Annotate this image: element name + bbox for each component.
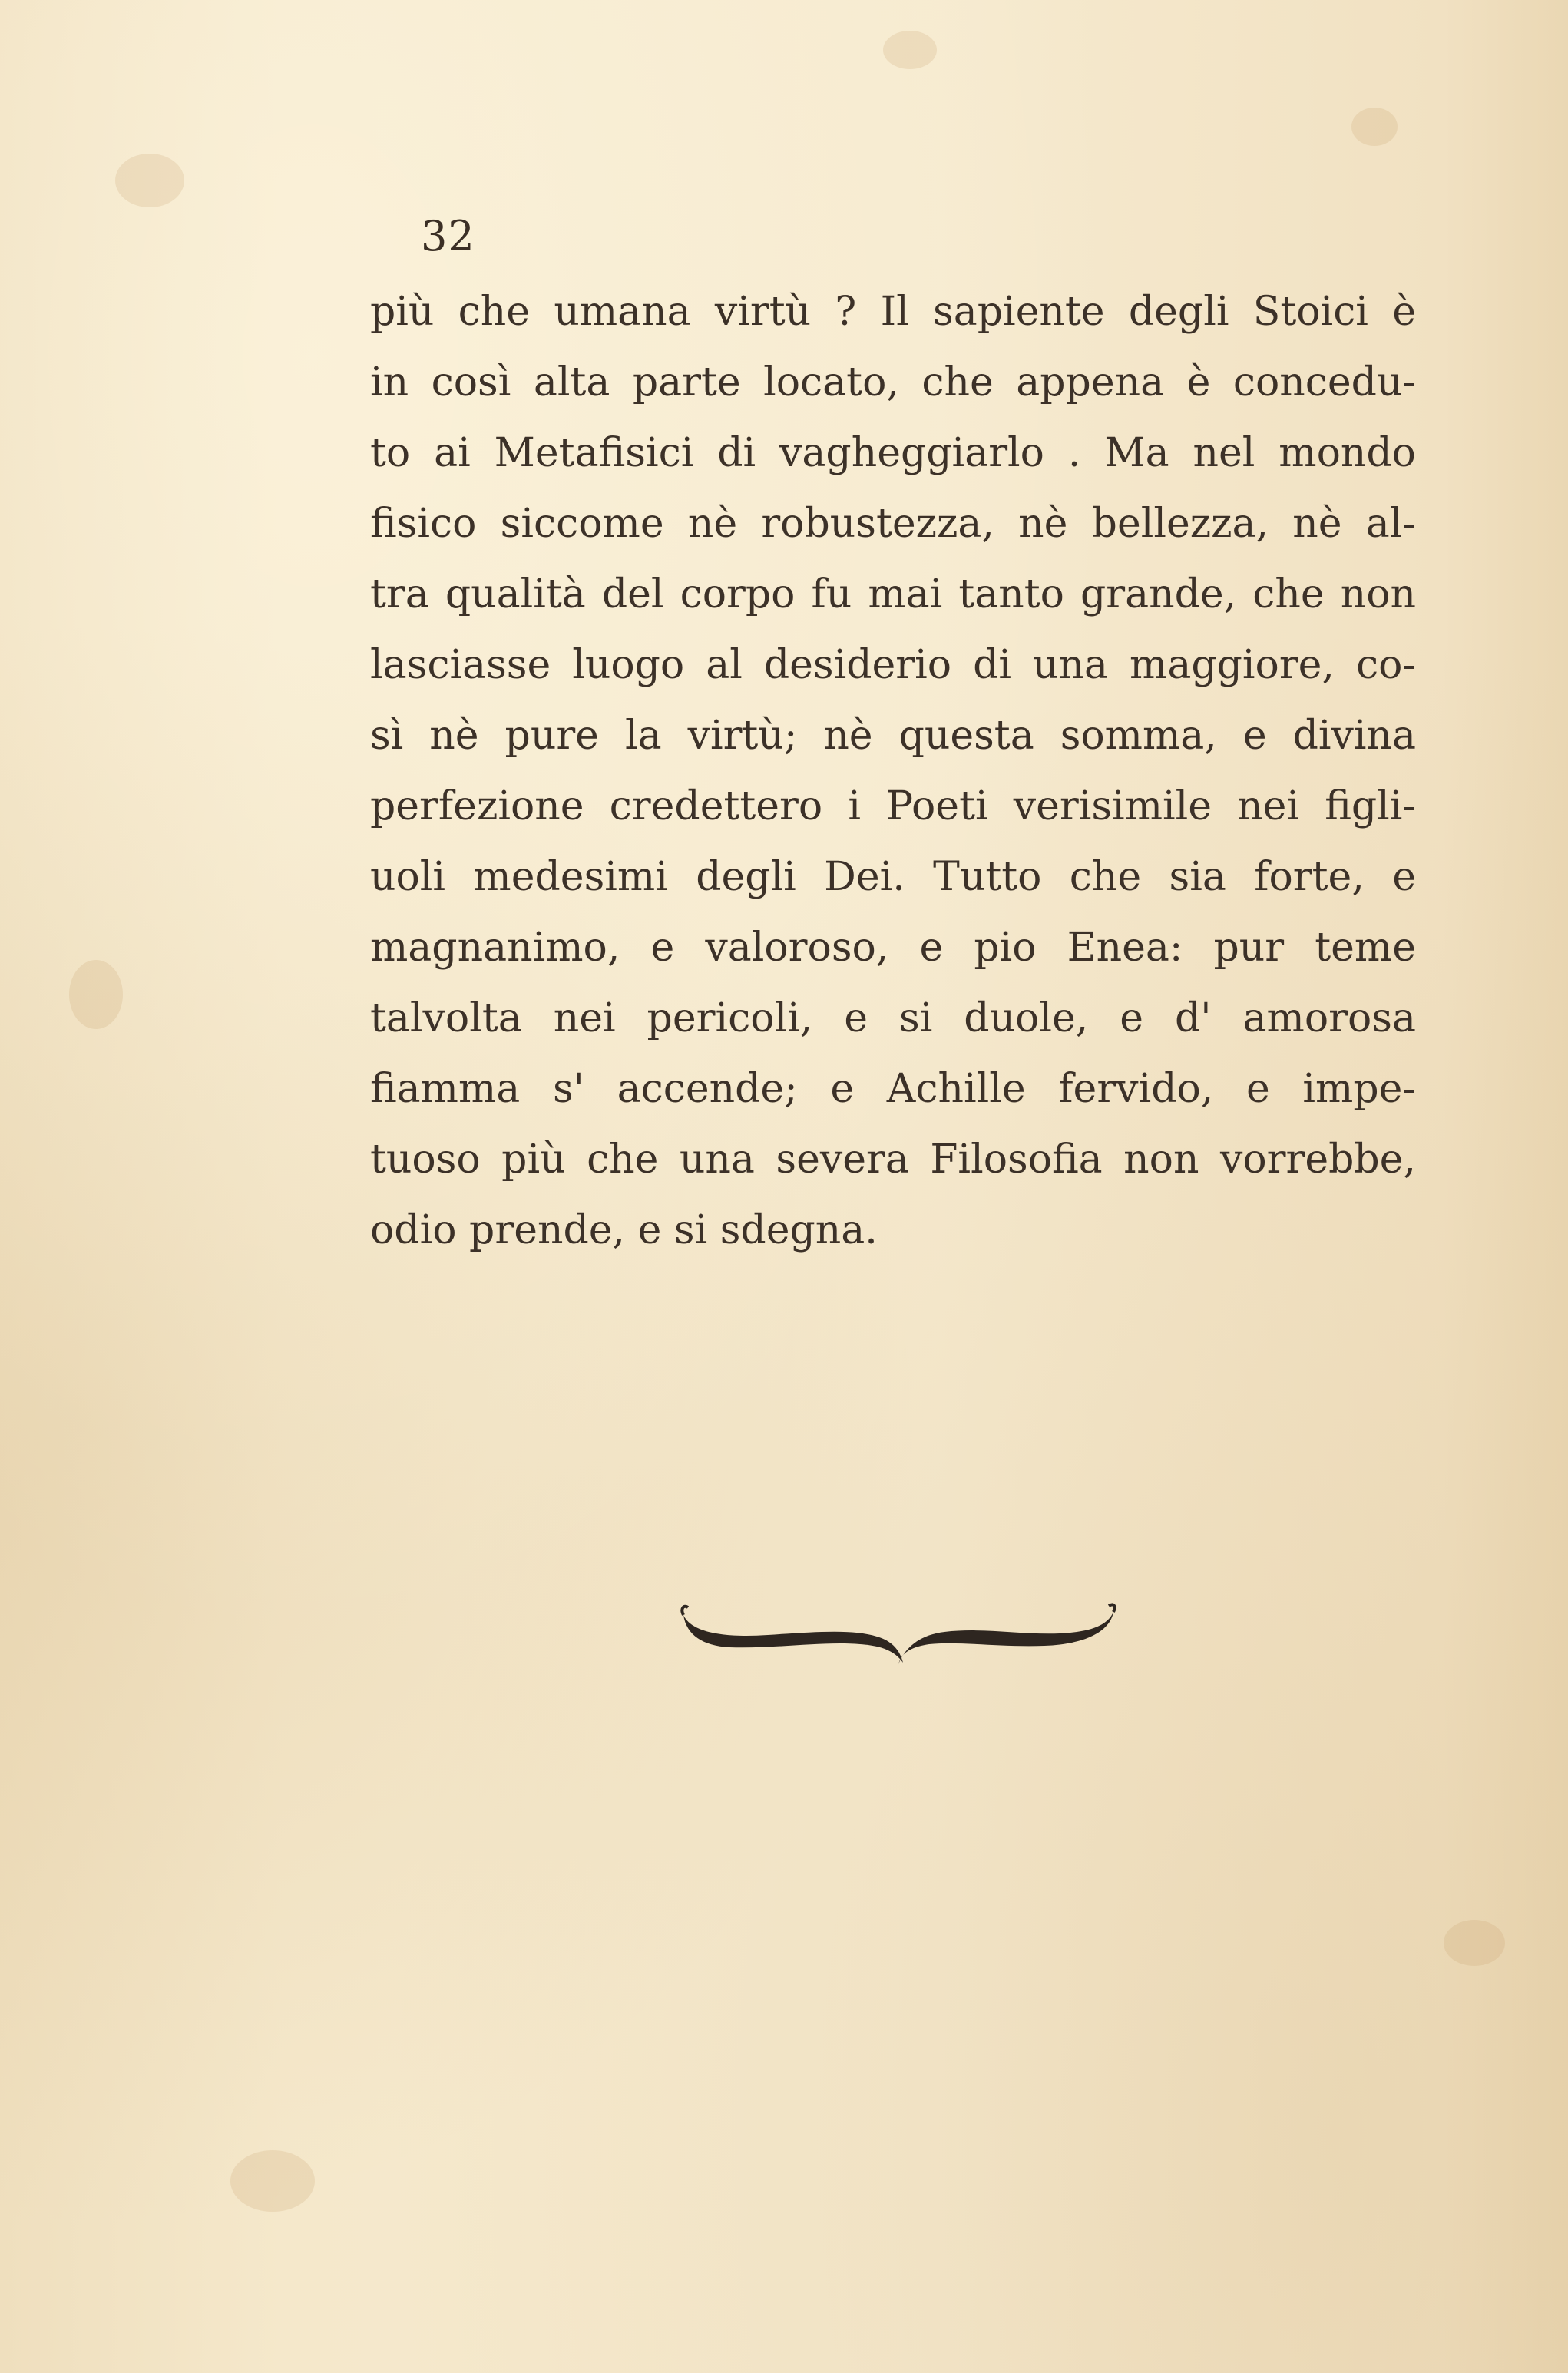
text-line: magnanimo, e valoroso, e pio Enea: pur teme bbox=[370, 925, 1416, 971]
foxing-stain bbox=[69, 960, 123, 1029]
text-line: odio prende, e si sdegna. bbox=[370, 1207, 878, 1253]
page-number: 32 bbox=[421, 212, 475, 260]
foxing-stain bbox=[1444, 1920, 1505, 1966]
foxing-stain bbox=[1351, 108, 1398, 146]
foxing-stain bbox=[883, 31, 937, 69]
text-line: tra qualità del corpo fu mai tanto grande, che non bbox=[370, 571, 1416, 617]
text-line: lasciasse luogo al desiderio di una maggiore, co- bbox=[370, 642, 1416, 688]
text-line: to ai Metafisici di vagheggiarlo . Ma nel mondo bbox=[370, 430, 1416, 476]
text-line: perfezione credettero i Poeti verisimile nei figli- bbox=[370, 783, 1416, 829]
text-line: fiamma s' accende; e Achille fervido, e impe- bbox=[370, 1066, 1416, 1112]
text-line: sì nè pure la virtù; nè questa somma, e divina bbox=[370, 713, 1416, 759]
text-line: in così alta parte locato, che appena è concedu- bbox=[370, 359, 1416, 405]
text-line: tuoso più che una severa Filosofia non vorrebbe, bbox=[370, 1137, 1416, 1183]
foxing-stain bbox=[230, 2150, 315, 2212]
text-line: uoli medesimi degli Dei. Tutto che sia forte, e bbox=[370, 854, 1416, 900]
foxing-stain bbox=[115, 154, 184, 207]
tail-piece-ornament bbox=[676, 1601, 1121, 1670]
text-line: fisico siccome nè robustezza, nè bellezza, nè al- bbox=[370, 501, 1416, 547]
text-line: talvolta nei pericoli, e si duole, e d' amorosa bbox=[370, 995, 1416, 1041]
text-line: più che umana virtù ? Il sapiente degli Stoici è bbox=[370, 289, 1416, 335]
body-text bbox=[370, 276, 1416, 1266]
